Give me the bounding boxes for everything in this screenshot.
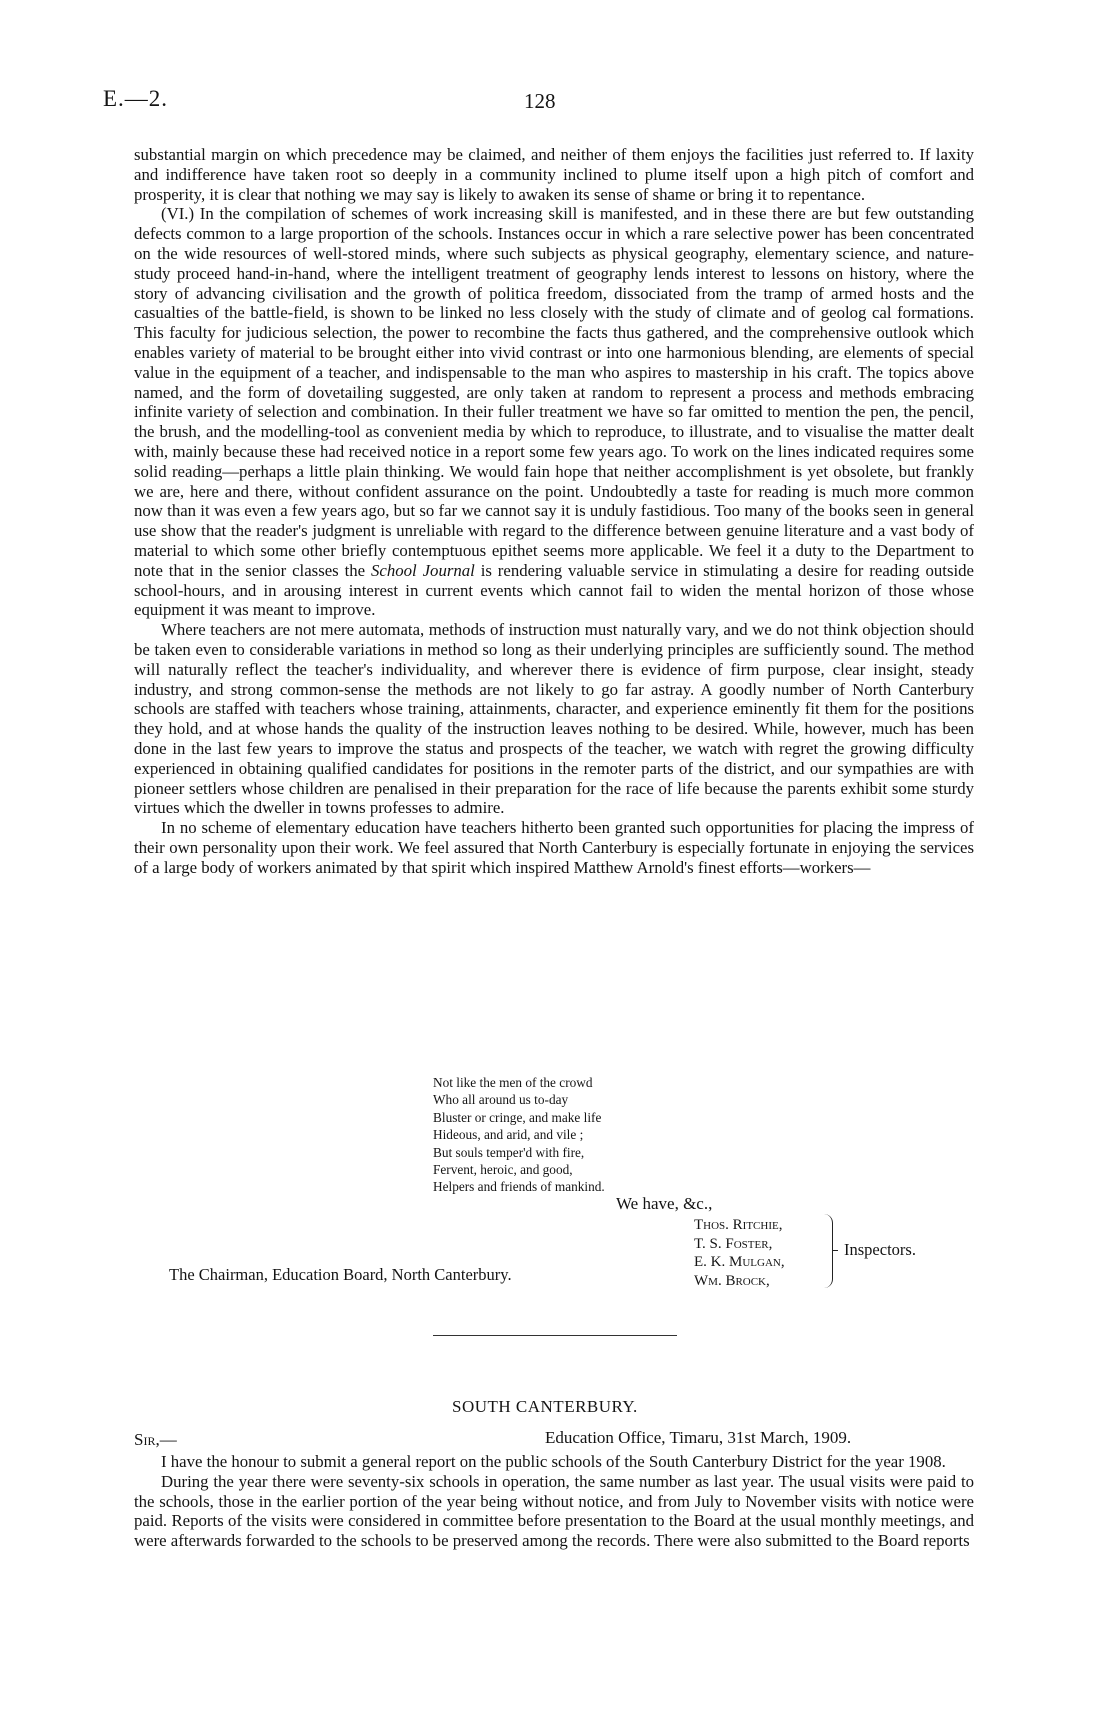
signatory: Thos. Ritchie,	[694, 1217, 783, 1233]
schemes-text: (VI.) In the compilation of schemes of work increasing skill is manifested, and in these there are but few outstanding defects common to a large proportion of the schools. Instances occur in which a rare selective power has been concentrated on the wide resources of well-stored minds, where such subjects as physical geography, elementary science, and nature-study proceed hand-in-hand, where the intelligent treatment of geography lends interest to lessons on history, where the story of advancing civilisation and the growth of politica freedom, dissociated from the tramp of armed hosts and the casualties of the battle-field, is shown to be linked no less closely with the study of climate and of geolog cal formations. This faculty for judicious selection, the power to recombine the facts thus gathered, and the comprehensive outlook which enables variety of material to be brought either into vivid contrast or into one harmonious blending, are elements of special value in the equipment of a teacher, and indispensable to the man who aspires to mastership in his craft. The topics above named, and the form of dovetailing suggested, are only taken at random to represent a process and methods embracing infinite variety of selection and combination. In their fuller treatment we have so far omitted to mention the pen, the pencil, the brush, and the modelling-tool as convenient media by which to reproduce, to illustrate, and to visualise the matter dealt with, mainly because these had received notice in a report some few years ago. To work on the lines indicated requires some solid reading—perhaps a little plain thinking. We would fain hope that neither accomplishment is yet obsolete, but frankly we are, here and there, without confident assurance on the point. Undoubtedly a taste for reading is much more common now than it was even a few years ago, but so far we cannot say it is unduly fastidious. Too many of the books seen in general use show that the reader's judgment is unreliable with regard to the difference between genuine literature and a vast body of material to which some other briefly contemptuous epithet seems more applicable. We feel it a duty to the Department to note that in the senior classes the	[134, 204, 974, 580]
poem-line: Bluster or cringe, and make life	[433, 1109, 602, 1125]
signatory-role: Inspectors.	[844, 1240, 916, 1259]
salutation: Sir,—	[134, 1430, 177, 1449]
page-number: 128	[524, 89, 556, 113]
poem-line: Who all around us to-day	[433, 1092, 569, 1108]
poem-line: Not like the men of the crowd	[433, 1075, 593, 1090]
south-canterbury-report-body	[134, 1452, 974, 1551]
signatory: Wm. Brock,	[694, 1272, 770, 1289]
closing-formula: We have, &c.,	[616, 1194, 713, 1213]
signature-brace-tip	[832, 1250, 838, 1251]
signatories	[694, 1216, 785, 1290]
paragraph-personality: In no scheme of elementary education have teachers hitherto been granted such opportunities for placing the impress of their own personality upon their work. We feel assured that North Canterbury is especially fortunate in enjoying the services of a large body of workers animated by that spirit which inspired Matthew Arnold's finest efforts—workers—	[134, 818, 974, 877]
paragraph-continuation: substantial margin on which precedence may be claimed, and neither of them enjoys the facilities just referred to. If laxity and indifference have taken root so deeply in a community inclined to plume itself upon a high pitch of comfort and prosperity, it is clear that nothing we may say is likely to awaken its sense of shame or bring it to repentance.	[134, 145, 974, 204]
addressee: The Chairman, Education Board, North Canterbury.	[169, 1265, 512, 1284]
document-reference: E.—2.	[103, 86, 169, 111]
signature-brace	[822, 1214, 833, 1288]
signatory: T. S. Foster,	[694, 1235, 773, 1252]
section-title: SOUTH CANTERBURY.	[452, 1397, 638, 1416]
north-canterbury-report-body	[134, 145, 974, 877]
signatory: E. K. Mulgan,	[694, 1254, 785, 1270]
poem-quotation	[433, 1074, 605, 1196]
paragraph-introduction: I have the honour to submit a general report on the public schools of the South Canterbury District for the year 1908.	[161, 1452, 946, 1471]
schemes-text-end: is rendering valuable service in stimulating a desire for reading outside school-hours, and in arousing interest in current events which cannot fail to widen the mental horizon of those whose equipment it was meant to improve.	[134, 560, 974, 620]
poem-line: Hideous, and arid, and vile ;	[433, 1127, 584, 1143]
dateline: Education Office, Timaru, 31st March, 1909.	[545, 1428, 852, 1447]
paragraph-teaching-methods: Where teachers are not mere automata, methods of instruction must naturally vary, and we do not think objection should be taken even to considerable variations in method so long as their underlying principles are sufficiently sound. The method will naturally reflect the teacher's individuality, and wherever there is evidence of firm purpose, clear insight, steady industry, and strong common-sense the methods are not likely to go far astray. A goodly number of North Canterbury schools are staffed with teachers whose training, attainments, character, and experience eminently fit them for the positions they hold, and at whose hands the quality of the instruction leaves nothing to be desired. While, however, much has been done in the last few years to improve the status and prospects of the teacher, we watch with regret the growing difficulty experienced in obtaining qualified candidates for positions in the remoter parts of the district, and our sympathies are with pioneer settlers whose children are penalised in their preparation for the race of life because the parents exhibit some sturdy virtues which the dweller in towns professes to admire.	[134, 620, 974, 818]
poem-line: Helpers and friends of mankind.	[433, 1179, 605, 1195]
poem-line: But souls temper'd with fire,	[433, 1144, 585, 1160]
paragraph-schemes-of-work	[134, 204, 974, 620]
poem-line: Fervent, heroic, and good,	[433, 1162, 573, 1178]
section-divider	[433, 1335, 677, 1336]
paragraph-schools-in-operation: During the year there were seventy-six schools in operation, the same number as last year. The usual visits were paid to the schools, those in the earlier portion of the year being without notice, and from July to November visits with notice were paid. Reports of the visits were considered in committee before presentation to the Board at the usual monthly meetings, and were afterwards forwarded to the schools to be preserved among the records. There were also submitted to the Board reports	[134, 1471, 974, 1551]
school-journal-title: School Journal	[371, 560, 475, 580]
